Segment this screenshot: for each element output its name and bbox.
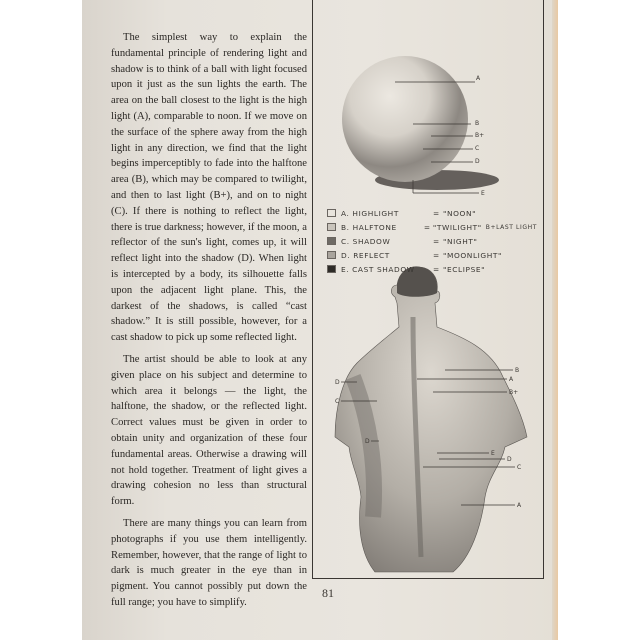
legend-row-halftone: B. HALFTONE = "TWILIGHT" B+LAST LIGHT [327,220,537,234]
svg-text:D: D [507,456,512,463]
svg-text:A: A [517,502,522,509]
paragraph-photographs: There are many things you can learn from photographs if you use them intelligently. Remember, however, that the range of light to dark is much greater in the eye than in pigment. You cannot possibly put down the full range; you have to simplify. [111,517,307,608]
svg-text:C: C [517,464,522,471]
reflect-swatch-icon [327,251,336,259]
svg-text:C: C [335,398,340,405]
legend-row-highlight: A. HIGHLIGHT = "NOON" [327,206,537,220]
svg-text:B: B [475,120,480,127]
back-figure-drawing [335,267,527,572]
cast-shadow-swatch-icon [327,265,336,273]
sphere-drawing [342,56,499,197]
svg-text:C: C [475,145,480,152]
svg-text:D: D [365,438,370,445]
halftone-swatch-icon [327,223,336,231]
highlight-swatch-icon [327,209,336,217]
legend-row-shadow: C. SHADOW = "NIGHT" [327,234,537,248]
value-legend [327,206,537,276]
body-text-column [111,30,307,617]
shadow-swatch-icon [327,237,336,245]
legend-row-cast-shadow: E. CAST SHADOW = "ECLIPSE" [327,262,537,276]
paragraph-light-and-shadow: The simplest way to explain the fundamental principle of rendering light and shadow is to think of a ball with light focused upon it just as the sun lights the earth. The area on the ball closest to the light is the high light (A), comparable to noon. If we move on the surface of the sphere away from the high light in any direction, we find that the light begins imperceptibly to fade into the halftone area (B), which may be compared to twilight, and then to last light (B+), and on to night (C). If there is nothing to reflect the light, there is true darkness; however, if the moon, a reflector of the sun's light, comes up, it will reflect light into the shadow (D). When light is intercepted by a body, its silhouette falls upon the adjacent light plane. This, the darkest of the shadows, is called “cast shadow.” It is still possible, however, for a cast shadow to pick up some reflected light. [111,32,307,344]
svg-text:D: D [475,158,480,165]
illustration-frame [312,0,544,579]
svg-text:E: E [491,450,495,457]
paragraph-artist-areas: The artist should be able to look at any given place on his subject and determine to which area it belongs — the light, the halftone, the shadow, or the reflected light. Correct values must be given in order to obtain unity and organization of these four fundamental areas. Otherwise a drawing will not hold together. Treatment of light gives a drawing cohesion no less than structural form. [111,353,307,508]
svg-text:B+: B+ [509,389,519,396]
svg-text:D: D [335,379,340,386]
page-edge [552,0,558,640]
legend-row-reflect: D. REFLECT = "MOONLIGHT" [327,248,537,262]
svg-text:B: B [515,367,520,374]
svg-text:E: E [481,190,485,197]
illustration-drawings [313,0,545,580]
page-number: 81 [322,586,334,600]
svg-text:A: A [476,75,481,82]
svg-text:B+: B+ [475,132,485,139]
svg-text:A: A [509,376,514,383]
